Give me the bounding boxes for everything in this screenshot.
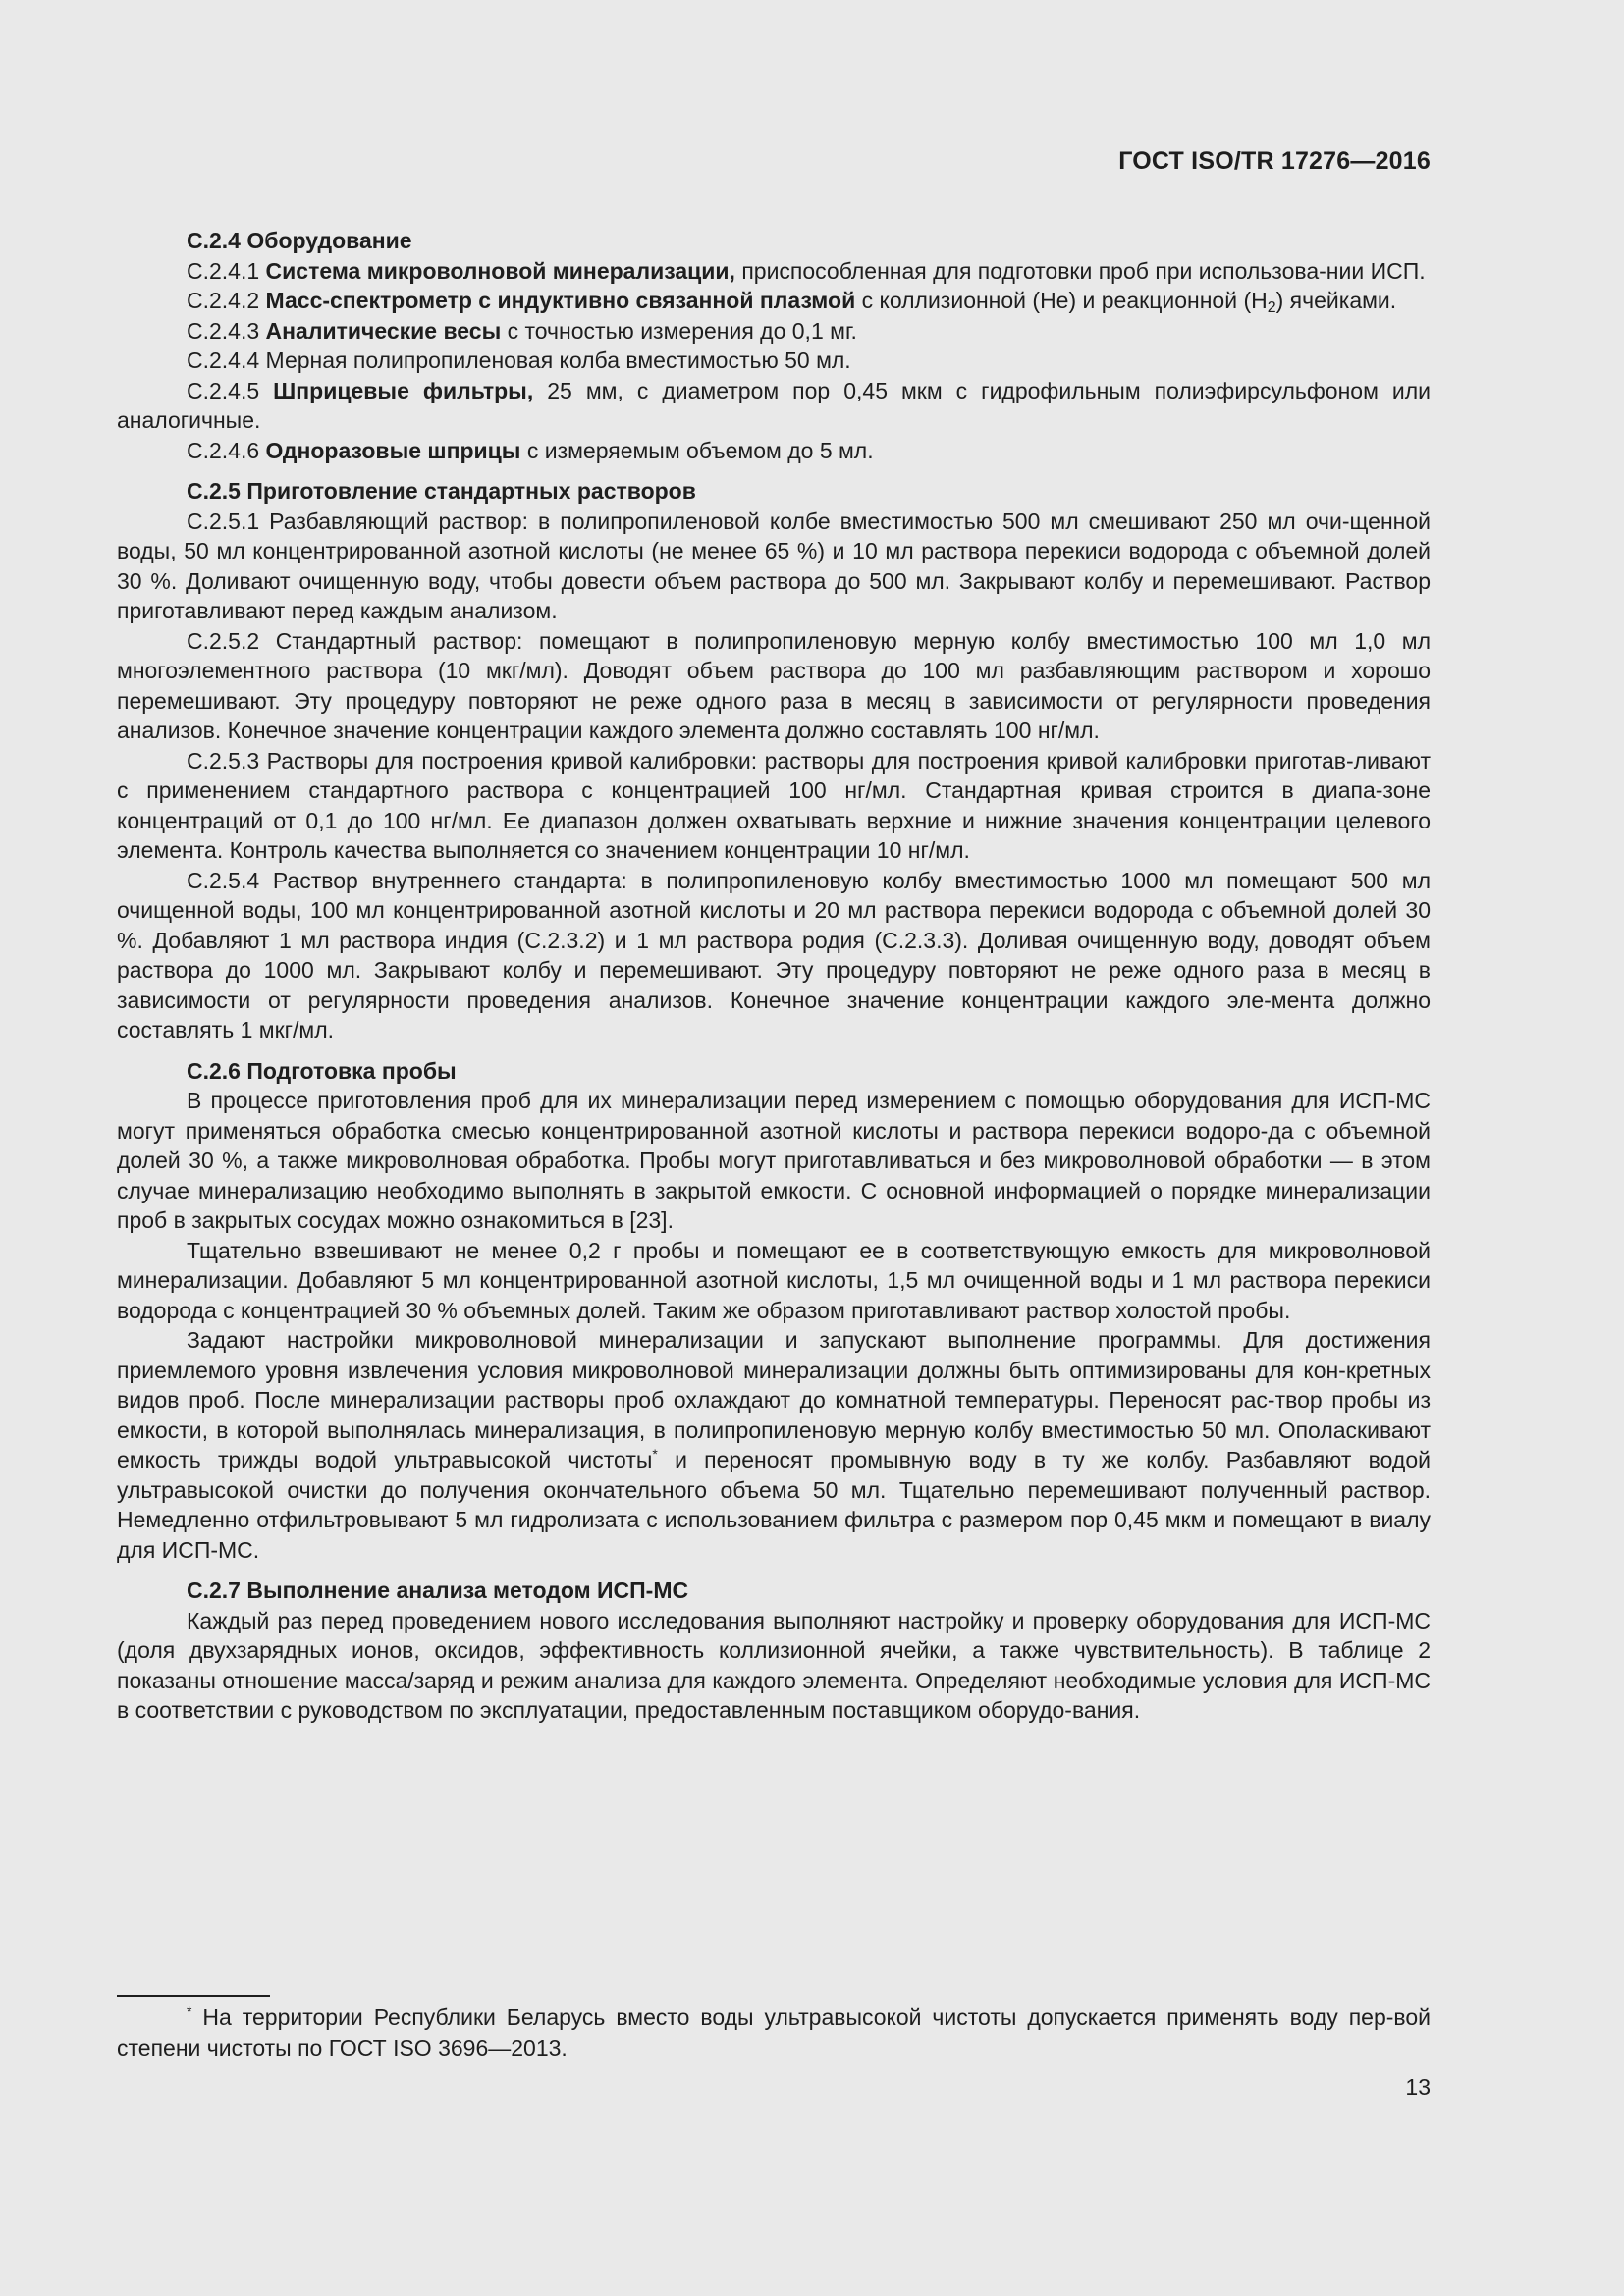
section-heading-c26: C.2.6 Подготовка пробы bbox=[187, 1057, 457, 1084]
paragraph-c244: C.2.4.4 Мерная полипропиленовая колба вместимостью 50 мл. bbox=[187, 347, 851, 373]
footnote-divider bbox=[117, 1995, 270, 1997]
paragraph-c242 bbox=[117, 286, 1431, 316]
item-term: Система микроволновой минерализации, bbox=[265, 257, 735, 284]
item-number: C.2.4.3 bbox=[187, 317, 266, 344]
item-text: с измеряемым объемом до 5 мл. bbox=[520, 437, 874, 463]
footnote-mark: * bbox=[187, 2003, 192, 2019]
paragraph-text: Задают настройки микроволновой минерализации и запускают выполнение программы. Для достижения приемлемого уровня извлечения условия микроволновой минерализации должны быть оптимизированы для кон-кретных видов проб. После минерализации растворы проб охлаждают до комнатной температуры. Переносят рас-твор пробы из емкости, в которой выполнялась минерализация, в полипропиленовую мерную колбу вместимостью 50 мл. Ополаскивают емкость трижды водой ультравысокой чистоты bbox=[117, 1327, 1431, 1472]
document-code-header: ГОСТ ISO/TR 17276—2016 bbox=[1118, 147, 1431, 175]
paragraph-c254: C.2.5.4 Раствор внутреннего стандарта: в полипропиленовую колбу вместимостью 1000 мл помещают 500 мл очищенной воды, 100 мл концентрированной азотной кислоты и 20 мл раствора перекиси водорода с объемной долей 30 %. Добавляют 1 мл раствора индия (C.2.3.2) и 1 мл раствора родия (C.2.3.3). Доливая очищенную воду, доводят объем раствора до 1000 мл. Закрывают колбу и перемешивают. Эту процедуру повторяют не реже одного раза в месяц в зависимости от регулярности проведения анализов. Конечное значение концентрации каждого эле-мента должно составлять 1 мкг/мл. bbox=[117, 867, 1431, 1042]
item-term: Масс-спектрометр с индуктивно связанной плазмой bbox=[265, 288, 856, 313]
footnote-paragraph bbox=[117, 2002, 1431, 2062]
item-number: C.2.4.5 bbox=[187, 377, 274, 403]
paragraph-c26-2: Тщательно взвешивают не менее 0,2 г пробы и помещают ее в соответствующую емкость для микроволновой минерализации. Добавляют 5 мл концентрированной азотной кислоты, 1,5 мл очищенной воды и 1 мл раствора перекиси водорода с концентрацией 30 % объемных долей. Таким же образом приготавливают раствор холостой пробы. bbox=[117, 1237, 1431, 1323]
paragraph-c251: C.2.5.1 Разбавляющий раствор: в полипропиленовой колбе вместимостью 500 мл смешивают 250 мл очи-щенной воды, 50 мл концентрированной азотной кислоты (не менее 65 %) и 10 мл раствора перекиси водорода с объемной долей 30 %. Доливают очищенную воду, чтобы довести объем раствора до 500 мл. Закрывают колбу и перемешивают. Раствор приготавливают перед каждым анализом. bbox=[117, 507, 1431, 623]
item-term: Одноразовые шприцы bbox=[265, 437, 521, 463]
paragraph-c246 bbox=[117, 436, 1431, 466]
paragraph-c252: C.2.5.2 Стандартный раствор: помещают в полипропиленовую мерную колбу вместимостью 100 мл 1,0 мл многоэлементного раствора (10 мкг/мл). Доводят объем раствора до 100 мл разбавляющим раствором и хорошо перемешивают. Эту процедуру повторяют не реже одного раза в месяц в зависимости от регулярности проведения анализов. Конечное значение концентрации каждого элемента должно составлять 100 нг/мл. bbox=[117, 627, 1431, 743]
paragraph-c245 bbox=[117, 376, 1431, 436]
paragraph-c26-1: В процессе приготовления проб для их минерализации перед измерением с помощью оборудования для ИСП-МС могут применяться обработка смесью концентрированной азотной кислоты и раствора перекиси водоро-да с объемной долей 30 %, а также микроволновая обработка. Пробы могут приготавливаться и без микроволновой обработки — в этом случае минерализацию необходимо выполнять в закрытой емкости. С основной информацией о порядке минерализации проб в закрытых сосудах можно ознакомиться в [23]. bbox=[117, 1088, 1431, 1233]
section-heading-c27: C.2.7 Выполнение анализа методом ИСП-МС bbox=[187, 1577, 689, 1603]
paragraph-c27-1: Каждый раз перед проведением нового исследования выполняют настройку и проверку оборудования для ИСП-МС (доля двухзарядных ионов, оксидов, эффективность коллизионной ячейки, а также чувствительность). В таблице 2 показаны отношение масса/заряд и режим анализа для каждого элемента. Определяют необходимые условия для ИСП-МС в соответствии с руководством по эксплуатации, предоставленным поставщиком оборудо-вания. bbox=[117, 1607, 1431, 1723]
paragraph-c26-3 bbox=[117, 1325, 1431, 1565]
subscript: 2 bbox=[1267, 299, 1276, 316]
item-text: с точностью измерения до 0,1 мг. bbox=[501, 317, 857, 344]
footnote-text: На территории Республики Беларусь вместо воды ультравысокой чистоты допускается применять воду пер-вой степени чистоты по ГОСТ ISO 3696—2013. bbox=[117, 2004, 1431, 2060]
paragraph-c241 bbox=[117, 256, 1431, 287]
item-term: Шприцевые фильтры, bbox=[273, 377, 534, 403]
item-text: 25 мм, с диаметром пор 0,45 мкм с гидрофильным полиэфирсульфоном или аналогичные. bbox=[117, 377, 1431, 433]
footnote bbox=[117, 2002, 1431, 2062]
item-number: C.2.4.1 bbox=[187, 257, 266, 284]
item-number: C.2.4.2 bbox=[187, 288, 266, 313]
item-number: C.2.4.6 bbox=[187, 437, 266, 463]
document-body bbox=[117, 226, 1431, 1726]
item-text: с коллизионной (Не) и реакционной (H bbox=[855, 288, 1268, 313]
paragraph-c243 bbox=[117, 316, 1431, 347]
page-number: 13 bbox=[1405, 2074, 1431, 2100]
section-heading-c25: C.2.5 Приготовление стандартных растворов bbox=[187, 478, 696, 504]
item-text: ) ячейками. bbox=[1275, 288, 1397, 313]
item-term: Аналитические весы bbox=[265, 317, 502, 344]
footnote-reference: * bbox=[652, 1446, 658, 1462]
item-text: приспособленная для подготовки проб при использова-нии ИСП. bbox=[734, 257, 1426, 284]
paragraph-text: и переносят промывную воду в ту же колбу. Разбавляют водой ультравысокой очистки до получения окончательного объема 50 мл. Тщательно перемешивают полученный раствор. Немедленно отфильтровывают 5 мл гидролизата с использованием фильтра с размером пор 0,45 мкм и помещают в виалу для ИСП-МС. bbox=[117, 1447, 1431, 1563]
paragraph-c253: C.2.5.3 Растворы для построения кривой калибровки: растворы для построения кривой калибровки приготав-ливают с применением стандартного раствора с концентрацией 100 нг/мл. Стандартная кривая строится в диапа-зоне концентраций от 0,1 до 100 нг/мл. Ее диапазон должен охватывать верхние и нижние значения концентрации целевого элемента. Контроль качества выполняется со значением концентрации 10 нг/мл. bbox=[117, 747, 1431, 863]
section-heading-c24: C.2.4 Оборудование bbox=[187, 228, 412, 253]
